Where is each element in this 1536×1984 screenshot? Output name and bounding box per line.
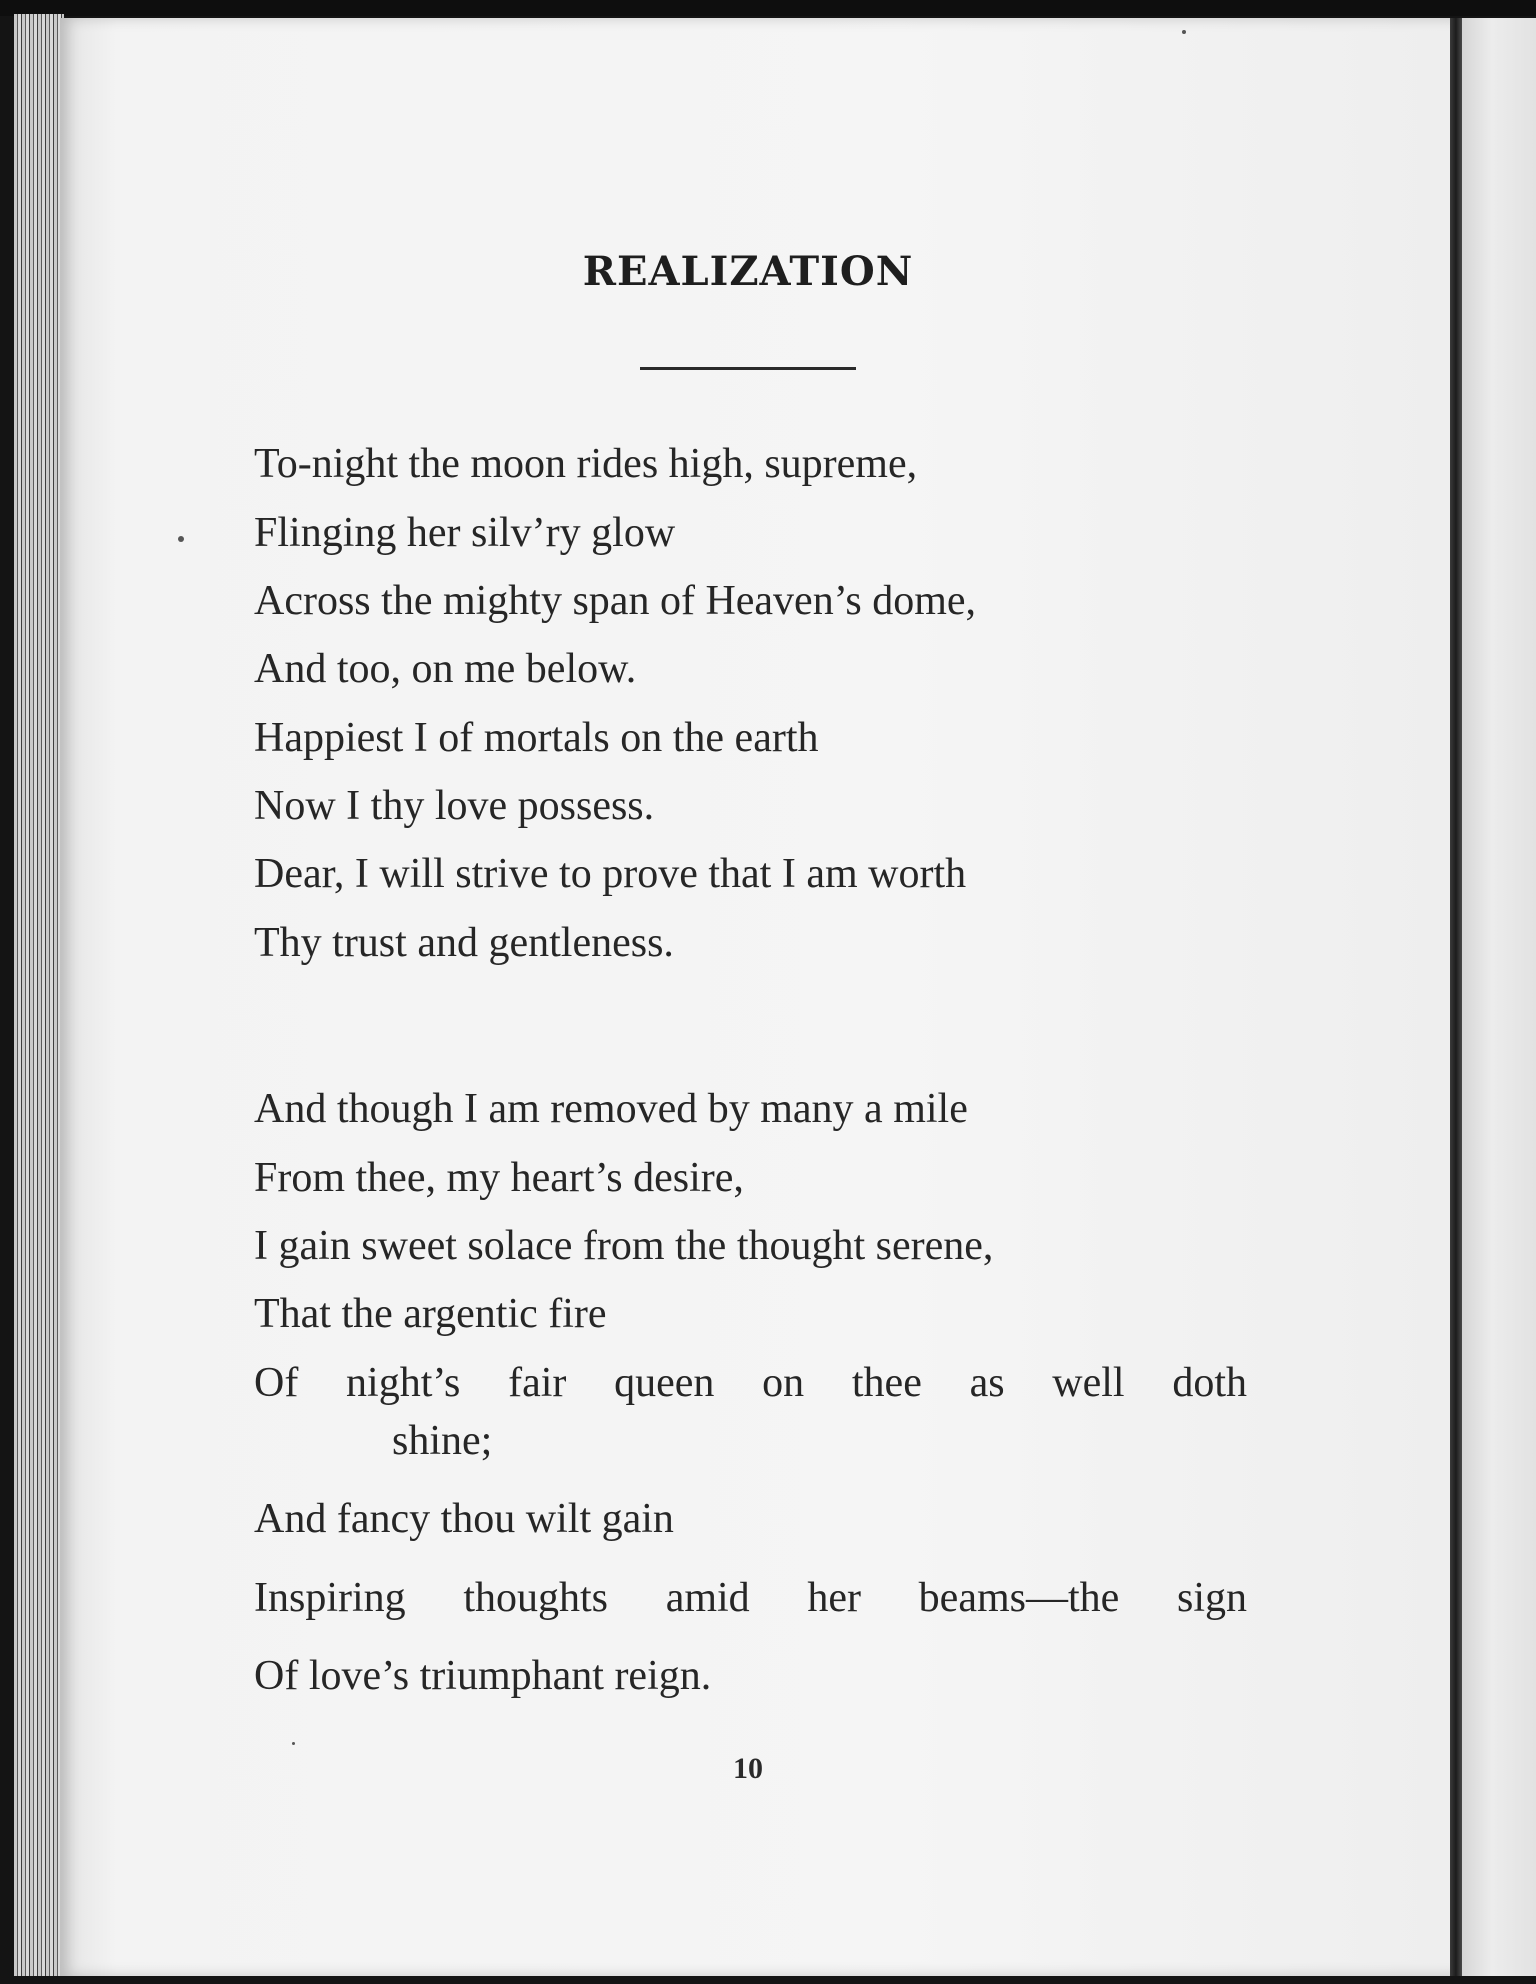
poem-line: Of night’s fair queen on thee as well doth — [254, 1360, 1247, 1406]
poem-title: REALIZATION — [582, 248, 914, 295]
scan-speck — [292, 1742, 295, 1745]
poem-line: Happiest I of mortals on the earth — [254, 715, 819, 761]
poem-line: Of love’s triumphant reign. — [254, 1653, 712, 1699]
scan-speck — [178, 536, 184, 542]
book-gutter — [1450, 18, 1462, 1976]
poem-line: I gain sweet solace from the thought serene, — [254, 1223, 994, 1269]
page-number: 10 — [733, 1752, 763, 1785]
scan-speck — [1182, 30, 1186, 34]
scan-top-border — [0, 0, 1536, 16]
poem-line: Inspiring thoughts amid her beams—the sign — [254, 1575, 1247, 1621]
poem-line: Thy trust and gentleness. — [254, 920, 674, 966]
facing-page-edge — [1462, 18, 1536, 1976]
poem-line: Dear, I will strive to prove that I am worth — [254, 851, 967, 897]
poem-line: That the argentic fire — [254, 1291, 607, 1337]
title-underline-rule — [640, 367, 856, 370]
poem-line-continuation: shine; — [392, 1418, 493, 1464]
poem-line: From thee, my heart’s desire, — [254, 1155, 744, 1201]
poem-line: To-night the moon rides high, supreme, — [254, 441, 918, 487]
poem-line: Across the mighty span of Heaven’s dome, — [254, 578, 977, 624]
stacked-page-edges — [14, 14, 64, 1976]
poem-line: And fancy thou wilt gain — [254, 1496, 674, 1542]
poem-line: And though I am removed by many a mile — [254, 1086, 968, 1132]
poem-line: Now I thy love possess. — [254, 783, 655, 829]
poem-line: And too, on me below. — [254, 646, 637, 692]
poem-line: Flinging her silv’ry glow — [254, 510, 676, 556]
